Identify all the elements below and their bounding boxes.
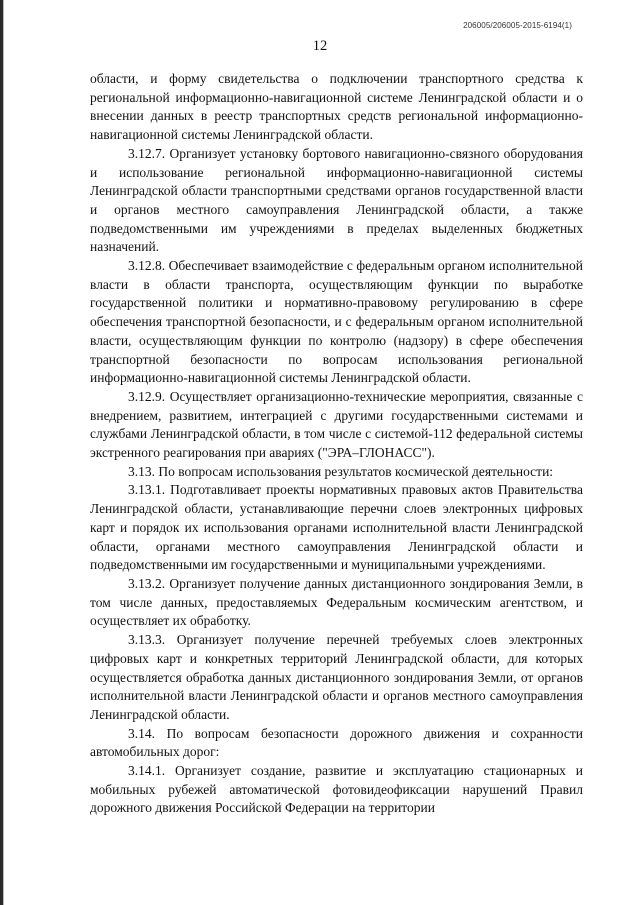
paragraph-3-13-3: 3.13.3. Организует получение перечней требуемых слоев электронных цифровых карт и конкретных территорий Ленинградской области, для которых осуществляется обработка данных дистанционного зондирования Земли, от органов исполнительной власти Ленинградской области и органов местного самоуправления Ленинградской области.	[90, 632, 583, 722]
paragraph-continuation: области, и форму свидетельства о подключении транспортного средства к региональной информационно-навигационной системе Ленинградской области и о внесении данных в реестр транспортных средств региональной информационно-навигационной системы Ленинградской области.	[90, 71, 583, 143]
page-number: 12	[312, 38, 328, 54]
paragraph-3-13: 3.13. По вопросам использования результатов космической деятельности:	[128, 463, 554, 479]
scan-left-edge-shadow	[3, 0, 4, 905]
paragraph-3-12-8: 3.12.8. Обеспечивает взаимодействие с федеральным органом исполнительной власти в области транспорта, осуществляющим функции по выработке государственной политики и нормативно-правовому регулированию в сфере обеспечения транспортной безопасности, и с федеральным органом исполнительной власти, осуществляющим функции по контролю (надзору) в сфере обеспечения транспортной безопасности по вопросам использования региональной информационно-навигационной системы Ленинградской области.	[90, 258, 583, 386]
document-body	[90, 70, 583, 818]
paragraph-3-14: 3.14. По вопросам безопасности дорожного движения и сохранности автомобильных дорог:	[90, 725, 583, 760]
document-id: 206005/206005-2015-6194(1)	[463, 21, 572, 30]
paragraph-3-12-7: 3.12.7. Организует установку бортового навигационно-связного оборудования и использование региональной информационно-навигационной системы Ленинградской области транспортными средствами органов государственной власти и органов местного самоуправления Ленинградской области, а также подведомственными им учреждениями в пределах выделенных бюджетных назначений.	[90, 145, 583, 255]
paragraph-3-13-1: 3.13.1. Подготавливает проекты нормативных правовых актов Правительства Ленинградской области, устанавливающие перечни слоев электронных цифровых карт и порядок их использования органами исполнительной власти Ленинградской области, органами местного самоуправления Ленинградской области и подведомственными им государственными и муниципальными учреждениями.	[90, 482, 583, 573]
paragraph-3-13-2: 3.13.2. Организует получение данных дистанционного зондирования Земли, в том числе данных, предоставляемых Федеральным космическим агентством, и осуществляет их обработку.	[90, 575, 583, 629]
paragraph-3-14-1: 3.14.1. Организует создание, развитие и эксплуатацию стационарных и мобильных рубежей автоматической фотовидеофиксации нарушений Правил дорожного движения Российской Федерации на территории	[90, 763, 583, 816]
paragraph-3-12-9: 3.12.9. Осуществляет организационно-технические мероприятия, связанные с внедрением, развитием, интеграцией с другими государственными системами и службами Ленинградской области, в том числе с системой-112 федеральной системы экстренного реагирования при авариях ("ЭРА–ГЛОНАСС").	[90, 388, 583, 461]
